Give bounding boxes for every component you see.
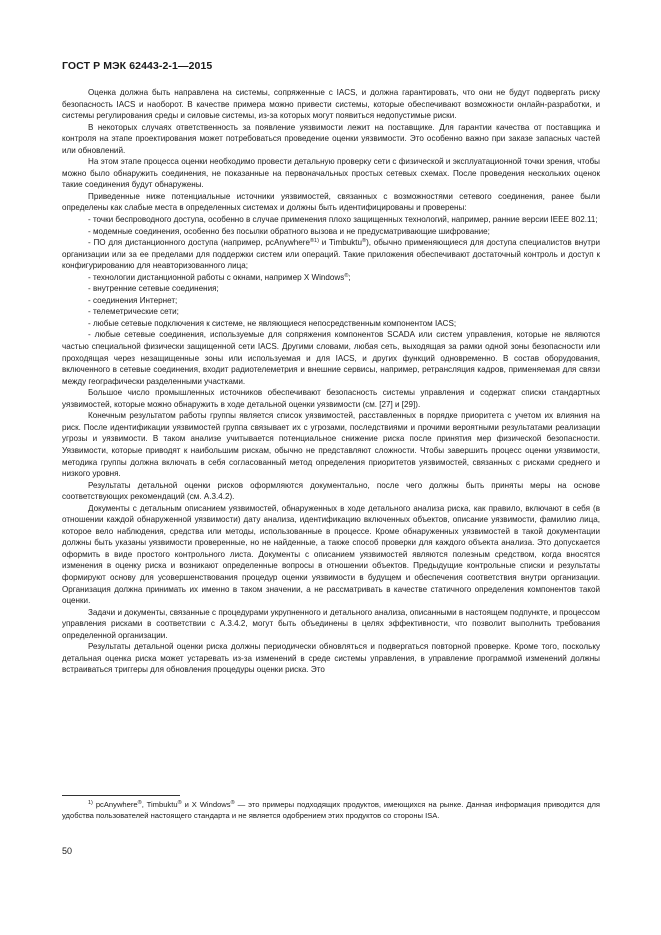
paragraph: Документы с детальным описанием уязвимостей, обнаруженных в ходе детального анализа риска, как правило, включают в себя (в отношении каждой обнаруженной уязвимости) дату анализа, идентификацию включенных объектов, описание уязвимости, фамилию лица, которое вело наблюдения, средства или методы, использованные в процессе. Кроме обнаруженных уязвимостей в такой документации должны быть указаны уязвимости проверенные, но не найденные, а также способ проверки для каждого объекта анализа. Это допускается оформить в виде простого контрольного листа. Документы с описанием уязвимостей являются полезным средством, когда вносятся изменения в оценку риска и возникают определенные вопросы в отношении объектов. Предыдущие контрольные списки и результаты формируют основу для усовершенствования процедур оценки уязвимости в будущем и обеспечения соответствия внутри организации. Организация должна принимать их именно в таком значении, а не рассматривать в качестве статичного определения компонентов такой оценки.: [62, 503, 600, 606]
paragraph: Результаты детальной оценки риска должны периодически обновляться и подвергаться повторной проверке. Кроме того, поскольку детальная оценка риска может устаревать из-за изменений в среде системы управления, в управление программой изменений должны встраиваться триггеры для обновления процедуры оценки риска. Это: [62, 642, 600, 675]
paragraph: В некоторых случаях ответственность за появление уязвимости лежит на поставщике. Для гарантии качества от поставщика и контроля на этапе проектирования может потребоваться проведение оценки уязвимости. Это особенно важно при заказе запасных частей или обновлений.: [62, 122, 600, 155]
list-item: - любые сетевые соединения, используемые для сопряжения компонентов SCADA или систем управления, которые не являются частью специальной физически защищенной сети IACS. Другими словами, любая сеть, выходящая за рамки одной зоны безопасности или проходящая через незащищенные зоны или используемая и для IACS, и других функций одновременно. В состав оборудования, включенного в сетевые соединения, входит радиотелеметрия и внешние сервисы, например, ретрансляция кадров, применяемая для связи между географически разделенными участками.: [62, 330, 600, 386]
list-item: - модемные соединения, особенно без посылки обратного вызова и не предусматривающие шифрование;: [88, 226, 490, 236]
list-item: [62, 272, 600, 284]
windows-text: - технологии дистанционной работы с окнами, например X Windows: [88, 272, 345, 282]
list-item: - точки беспроводного доступа, особенно в случае применения плохо защищенных технологий, например, ранние версии IEEE 802.11;: [88, 215, 598, 225]
windows-end: ;: [348, 272, 351, 282]
page-number: 50: [62, 846, 73, 856]
footnote-divider: [62, 795, 180, 796]
paragraph: Оценка должна быть направлена на системы, сопряженные с IACS, и должна гарантировать, что они не будут подвергать риску безопасность IACS и наоборот. В качестве примера можно привести системы, которые обеспечивают возможности онлайн-разработки, и системы регулирования среды и силовые системы, из-за которых могут появиться недопустимые риски.: [62, 88, 600, 121]
paragraph: На этом этапе процесса оценки необходимо провести детальную проверку сети с физической и эксплуатационной точки зрения, чтобы можно было обнаружить соединения, не показанные на первоначальных простых сетевых схемах. После проведения нескольких оценок такие соединения будут обнаружены.: [62, 157, 600, 190]
list-item: - внутренние сетевые соединения;: [88, 284, 219, 294]
paragraph: Задачи и документы, связанные с процедурами укрупненного и детального анализа, описанными в настоящем подпункте, и процессом управления рисками в соответствии с А.3.4.2, могут быть объединены в целях эффективности, что позволит выполнить требования определенной организации.: [62, 607, 600, 640]
remote-text-middle: и Timbuktu: [318, 238, 362, 248]
list-item: [62, 237, 600, 272]
paragraph: Большое число промышленных источников обеспечивают безопасность системы управления и содержат списки стандартных уязвимостей, которые можно обнаружить в ходе детальной оценки уязвимости (см. [27] и [29]).: [62, 388, 600, 409]
footnote: $^{1)}$ pcAnywhere®, Timbuktu® и X Windows® — это примеры подходящих продуктов, имеющихся на рынке. Данная информация приводится для удобства пользователей настоящего стандарта и не является одобрением этих продуктов со стороны ISA.: [62, 800, 600, 820]
paragraph: Конечным результатом работы группы является список уязвимостей, расставленных в порядке приоритета с учетом их влияния на риск. После идентификации уязвимостей группа связывает их с угрозами, последствиями и прочими вероятными результатами реализации угрозы и уязвимости. В таком анализе учитывается потенциальное снижение риска после принятия мер физической безопасности. Уязвимости, которые приводят к наибольшим рискам, обычно не представляют сложности. Чтобы завершить процесс оценки уязвимости, методика группы должна включать в себя согласованный метод определения приоритетов уязвимостей, связанных с рисками среднего и низкого уровня.: [62, 411, 600, 479]
registered-mark: ®: [230, 800, 235, 806]
paragraph: Результаты детальной оценки рисков оформляются документально, после чего должны быть приняты меры на основе соответствующих рекомендаций (см. А.3.4.2).: [62, 480, 600, 502]
registered-mark: ®: [137, 800, 142, 806]
document-header: ГОСТ Р МЭК 62443-2-1—2015: [62, 60, 213, 72]
footnote-mark: 1): [88, 800, 93, 806]
registered-mark: ®: [344, 272, 349, 279]
registered-mark: ®: [177, 800, 182, 806]
registered-mark: ®: [362, 238, 367, 245]
body-text: [62, 87, 600, 676]
list-item: - соединения Интернет;: [88, 295, 178, 305]
footnote-ref: ®1): [309, 238, 319, 245]
paragraph: Приведенные ниже потенциальные источники уязвимостей, связанных с возможностями сетевого соединения, ранее были определены как слабые места в определенных системах и должны быть идентифицированы и проверены:: [62, 191, 600, 213]
remote-text-after: ), обычно применяющиеся для доступа специалистов внутри организации или за ее пределами для поддержки систем или операций. Такие приложения обеспечивают достаточный контроль и доступ к конфигурированию для неавторизованного лица;: [62, 238, 600, 271]
remote-text-before: - ПО для дистанционного доступа (например, pcAnywhere: [88, 238, 310, 248]
list-item: - телеметрические сети;: [88, 307, 179, 317]
list-item: - любые сетевые подключения к системе, не являющиеся непосредственным компонентом IACS;: [88, 318, 457, 328]
